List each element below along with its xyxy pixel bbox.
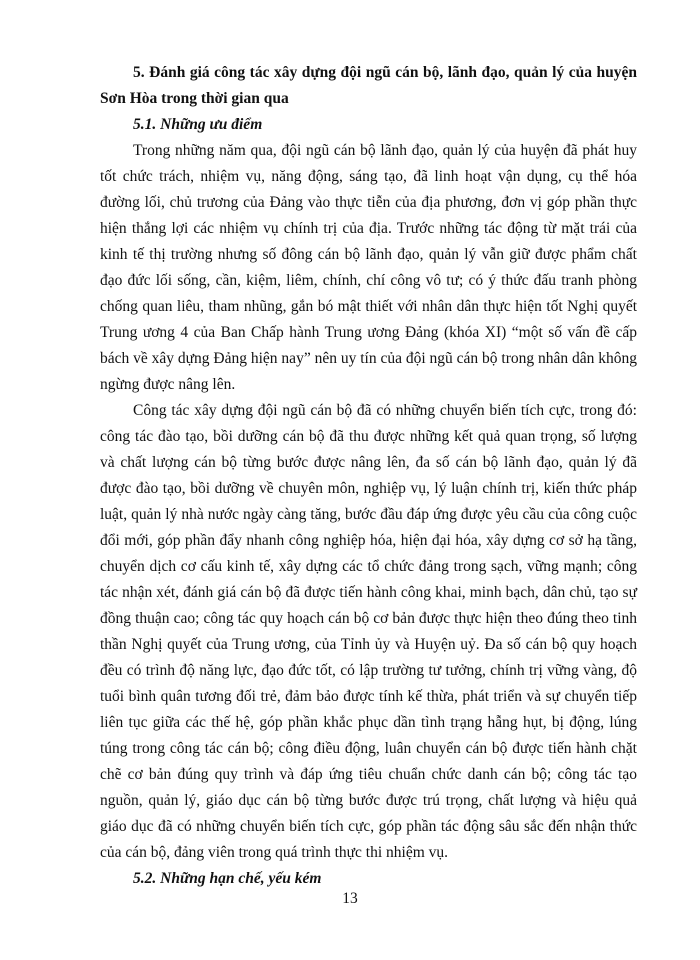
- paragraph: Trong những năm qua, đội ngũ cán bộ lãnh đạo, quản lý của huyện đã phát huy tốt chức trách, nhiệm vụ, năng động, sáng tạo, đã linh hoạt vận dụng, cụ thể hóa đường lối, chủ trương của Đảng vào thực tiễn của địa phương, đơn vị góp phần thực hiện thắng lợi các nhiệm vụ chính trị của địa. Trước những tác động từ mặt trái của kinh tế thị trường nhưng số đông cán bộ lãnh đạo, quản lý vẫn giữ được phẩm chất đạo đức lối sống, cần, kiệm, liêm, chính, chí công vô tư; có ý thức đấu tranh phòng chống quan liêu, tham nhũng, gắn bó mật thiết với nhân dân thực hiện tốt Nghị quyết Trung ương 4 của Ban Chấp hành Trung ương Đảng (khóa XI) “một số vấn đề cấp bách về xây dựng Đảng hiện nay” nên uy tín của đội ngũ cán bộ trong nhân dân không ngừng được nâng lên.: [100, 142, 637, 393]
- subsection-title-limitations: 5.2. Những hạn chế, yếu kém: [133, 870, 322, 887]
- paragraph: Công tác xây dựng đội ngũ cán bộ đã có những chuyển biến tích cực, trong đó: công tác đào tạo, bồi dưỡng cán bộ đã thu được những kết quả quan trọng, số lượng và chất lượng cán bộ từng bước được nâng lên, đa số cán bộ lãnh đạo, quản lý đã được đào tạo, bồi dưỡng về chuyên môn, nghiệp vụ, lý luận chính trị, kiến thức pháp luật, quản lý nhà nước ngày càng tăng, bước đầu đáp ứng được yêu cầu của công cuộc đổi mới, góp phần đẩy nhanh công nghiệp hóa, hiện đại hóa, xây dựng cơ sở hạ tầng, chuyển dịch cơ cấu kinh tế, xây dựng các tổ chức đảng trong sạch, vững mạnh; công tác nhận xét, đánh giá cán bộ đã được tiến hành công khai, minh bạch, dân chủ, tạo sự đồng thuận cao; công tác quy hoạch cán bộ cơ bản được thực hiện theo đúng theo tinh thần Nghị quyết của Trung ương, của Tỉnh ủy và Huyện uỷ. Đa số cán bộ quy hoạch đều có trình độ năng lực, đạo đức tốt, có lập trường tư tưởng, chính trị vững vàng, độ tuổi bình quân tương đối trẻ, đảm bảo được tính kế thừa, phát triển và sự chuyển tiếp liên tục giữa các thế hệ, góp phần khắc phục dần tình trạng hẫng hụt, bị động, lúng túng trong công tác cán bộ; công điều động, luân chuyển cán bộ được tiến hành chặt chẽ cơ bản đúng quy trình và đáp ứng tiêu chuẩn chức danh cán bộ; công tác tạo nguồn, quản lý, giáo dục cán bộ từng bước được trú trọng, chất lượng và hiệu quả giáo dục đã có những chuyển biến tích cực, góp phần tác động sâu sắc đến nhận thức của cán bộ, đảng viên trong quá trình thực thi nhiệm vụ.: [100, 402, 637, 861]
- subsection-title-strengths: 5.1. Những ưu điểm: [133, 116, 263, 133]
- section-heading: 5. Đánh giá công tác xây dựng đội ngũ cán bộ, lãnh đạo, quản lý của huyện Sơn Hòa trong thời gian qua: [100, 64, 637, 107]
- document-page: [100, 60, 637, 892]
- page-number: 13: [342, 890, 358, 907]
